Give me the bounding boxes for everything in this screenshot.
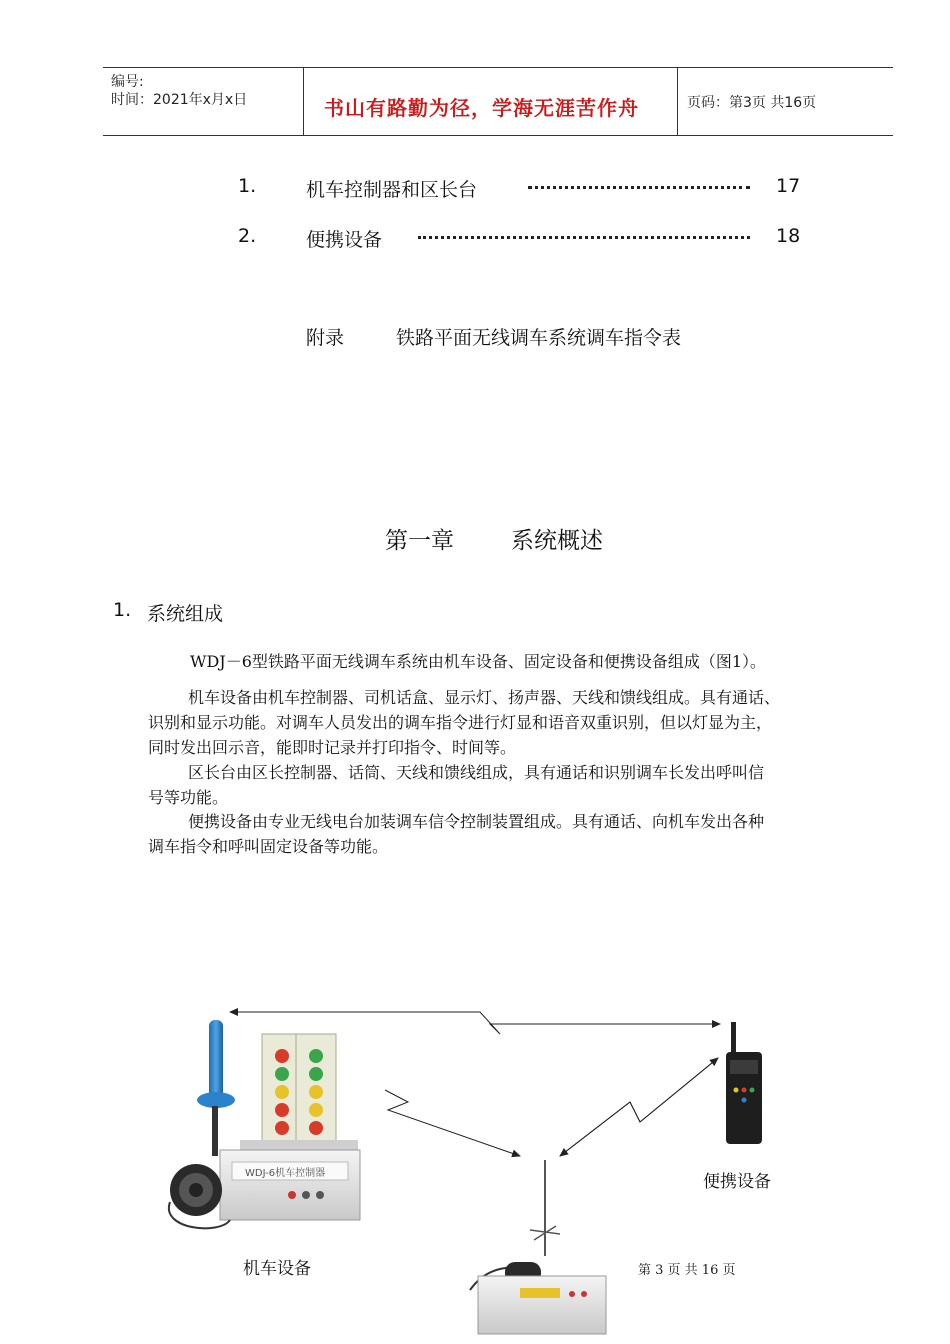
base-station (470, 1160, 606, 1334)
header-motto: 书山有路勤为径，学海无涯苦作舟 (324, 96, 639, 120)
paragraph-line: 同时发出回示音，能即时记录并打印指令、时间等。 (148, 738, 517, 757)
header-divider-left (303, 67, 304, 136)
paragraph-line: 号等功能。 (148, 788, 229, 807)
header-divider-right (677, 67, 678, 136)
toc-entry-number: 2. (238, 225, 257, 247)
toc-leader-dots (528, 186, 750, 189)
header-page-info: 页码：第3页 共16页 (687, 95, 817, 111)
system-diagram (0, 990, 950, 1344)
header-time-label: 时间：2021年x月x日 (111, 92, 248, 108)
paragraph-line: 便携设备由专业无线电台加装调车信令控制装置组成。具有通话、向机车发出各种 (188, 812, 765, 831)
page-footer: 第 3 页 共 16 页 (638, 1263, 736, 1278)
controller-panel-text: WDJ-6机车控制器 (245, 1168, 326, 1179)
toc-entry-title: 机车控制器和区长台 (306, 179, 478, 201)
radio-link-arrow (230, 1012, 720, 1034)
toc-entry-page: 17 (776, 175, 801, 197)
chapter-label: 第一章 (385, 528, 454, 554)
toc-leader-dots (418, 236, 750, 239)
toc-entry-title: 便携设备 (306, 229, 383, 251)
appendix-title: 铁路平面无线调车系统调车指令表 (396, 327, 682, 349)
toc-entry-number: 1. (238, 175, 257, 197)
radio-link-arrow (385, 1090, 520, 1156)
chapter-title: 系统概述 (511, 528, 603, 554)
portable-caption: 便携设备 (703, 1172, 771, 1192)
signal-light-panel (240, 1034, 358, 1150)
paragraph-line: 调车指令和呼叫固定设备等功能。 (148, 837, 389, 856)
paragraph-line: 识别和显示功能。对调车人员发出的调车指令进行灯显和语音双重识别，但以灯显为主， (148, 713, 773, 732)
paragraph-line: 区长台由区长控制器、话筒、天线和馈线组成，具有通话和识别调车长发出呼叫信 (188, 763, 765, 782)
header-number-label: 编号: (111, 74, 144, 90)
portable-radio (726, 1022, 762, 1144)
section-number: 1. (113, 599, 132, 621)
locomotive-caption: 机车设备 (243, 1259, 311, 1279)
paragraph-line: 机车设备由机车控制器、司机话盒、显示灯、扬声器、天线和馈线组成。具有通话、 (188, 688, 781, 707)
locomotive-controller (220, 1150, 360, 1220)
radio-link-arrow (560, 1058, 718, 1156)
header-bottom-rule (103, 135, 893, 136)
locomotive-antenna (197, 1020, 235, 1156)
section-title: 系统组成 (147, 603, 224, 625)
paragraph-line: WDJ－6型铁路平面无线调车系统由机车设备、固定设备和便携设备组成（图1）。 (190, 652, 767, 671)
appendix-label: 附录 (306, 327, 345, 349)
header-top-rule (103, 67, 893, 68)
toc-entry-page: 18 (776, 225, 801, 247)
